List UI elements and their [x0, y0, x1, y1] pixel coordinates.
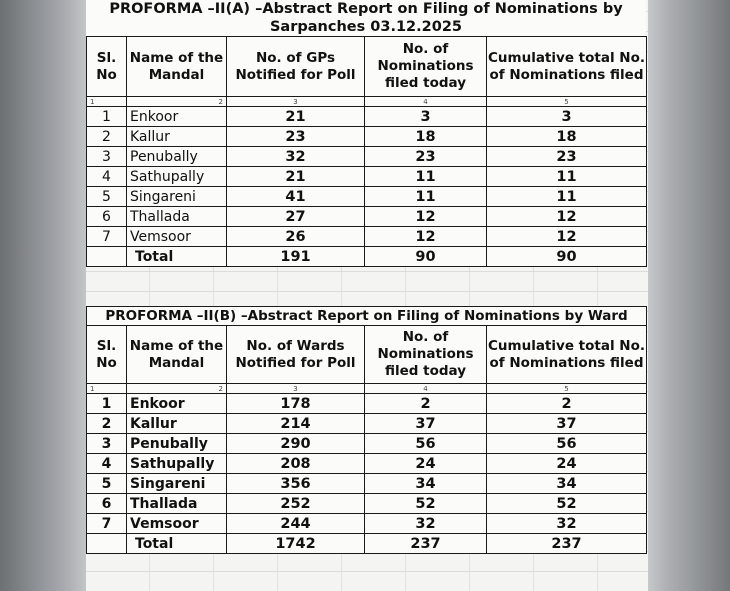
table-row: [87, 394, 647, 414]
notified-cell: 244: [227, 514, 365, 534]
header-mandal: Name of the Mandal: [127, 326, 227, 384]
proforma-b-table: [86, 306, 647, 554]
table-row: [87, 127, 647, 147]
total-blank-cell: [87, 247, 127, 267]
today-cell: 18: [365, 127, 487, 147]
mandal-name-cell: Penubally: [127, 434, 227, 454]
total-notified: 1742: [227, 534, 365, 554]
mandal-name-cell: Singareni: [127, 474, 227, 494]
header-row: [87, 37, 647, 97]
total-today: 90: [365, 247, 487, 267]
mandal-name-cell: Enkoor: [127, 394, 227, 414]
table-row: [87, 414, 647, 434]
header-today: No. of Nominations filed today: [365, 326, 487, 384]
notified-cell: 41: [227, 187, 365, 207]
sl-no-cell: 6: [87, 207, 127, 227]
today-cell: 32: [365, 514, 487, 534]
notified-cell: 356: [227, 474, 365, 494]
mandal-name-cell: Sathupally: [127, 167, 227, 187]
total-row: [87, 247, 647, 267]
cumulative-cell: 11: [487, 187, 647, 207]
header-notified: No. of GPs Notified for Poll: [227, 37, 365, 97]
notified-cell: 23: [227, 127, 365, 147]
mandal-name-cell: Penubally: [127, 147, 227, 167]
cumulative-cell: 23: [487, 147, 647, 167]
cumulative-cell: 37: [487, 414, 647, 434]
notified-cell: 252: [227, 494, 365, 514]
col-index: 1: [87, 384, 127, 394]
today-cell: 37: [365, 414, 487, 434]
cumulative-cell: 12: [487, 227, 647, 247]
proforma-a-title-line2: Sarpanches 03.12.2025: [269, 19, 463, 35]
notified-cell: 26: [227, 227, 365, 247]
total-label: Total: [127, 247, 227, 267]
column-index-row: [87, 384, 647, 394]
proforma-b-title: PROFORMA –II(B) –Abstract Report on Filing of Nominations by Ward: [87, 307, 647, 326]
proforma-b-section: [86, 306, 646, 554]
cumulative-cell: 3: [487, 107, 647, 127]
table-row: [87, 187, 647, 207]
cumulative-cell: 34: [487, 474, 647, 494]
mandal-name-cell: Vemsoor: [127, 514, 227, 534]
today-cell: 34: [365, 474, 487, 494]
table-row: [87, 514, 647, 534]
notified-cell: 27: [227, 207, 365, 227]
notified-cell: 21: [227, 107, 365, 127]
proforma-a-title: [86, 0, 646, 36]
table-row: [87, 454, 647, 474]
header-row: [87, 326, 647, 384]
header-notified: No. of Wards Notified for Poll: [227, 326, 365, 384]
mandal-name-cell: Sathupally: [127, 454, 227, 474]
notified-cell: 178: [227, 394, 365, 414]
total-row: [87, 534, 647, 554]
total-today: 237: [365, 534, 487, 554]
cumulative-cell: 52: [487, 494, 647, 514]
today-cell: 11: [365, 167, 487, 187]
cumulative-cell: 56: [487, 434, 647, 454]
today-cell: 12: [365, 227, 487, 247]
total-cumulative: 90: [487, 247, 647, 267]
col-index: 2: [127, 384, 227, 394]
col-index: 3: [227, 384, 365, 394]
header-today: No. of Nominations filed today: [365, 37, 487, 97]
sl-no-cell: 4: [87, 454, 127, 474]
cumulative-cell: 2: [487, 394, 647, 414]
sl-no-cell: 5: [87, 187, 127, 207]
col-index: 4: [365, 97, 487, 107]
today-cell: 3: [365, 107, 487, 127]
header-sl-no: Sl. No: [87, 37, 127, 97]
today-cell: 24: [365, 454, 487, 474]
table-row: [87, 474, 647, 494]
col-index: 2: [127, 97, 227, 107]
proforma-a-title-line1: PROFORMA –II(A) –Abstract Report on Filing of Nominations by: [109, 1, 623, 17]
cumulative-cell: 11: [487, 167, 647, 187]
col-index: 5: [487, 384, 647, 394]
today-cell: 52: [365, 494, 487, 514]
notified-cell: 208: [227, 454, 365, 474]
sl-no-cell: 7: [87, 514, 127, 534]
mandal-name-cell: Kallur: [127, 414, 227, 434]
spreadsheet-page: [86, 0, 648, 591]
column-index-row: [87, 97, 647, 107]
mandal-name-cell: Kallur: [127, 127, 227, 147]
table-row: [87, 434, 647, 454]
notified-cell: 32: [227, 147, 365, 167]
table-row: [87, 167, 647, 187]
today-cell: 11: [365, 187, 487, 207]
sl-no-cell: 2: [87, 127, 127, 147]
title-row: [87, 307, 647, 326]
proforma-a-table: [86, 36, 647, 267]
today-cell: 2: [365, 394, 487, 414]
table-row: [87, 494, 647, 514]
sl-no-cell: 2: [87, 414, 127, 434]
table-row: [87, 207, 647, 227]
today-cell: 56: [365, 434, 487, 454]
sl-no-cell: 1: [87, 107, 127, 127]
table-row: [87, 227, 647, 247]
mandal-name-cell: Thallada: [127, 494, 227, 514]
sl-no-cell: 5: [87, 474, 127, 494]
total-cumulative: 237: [487, 534, 647, 554]
total-blank-cell: [87, 534, 127, 554]
background-left: [0, 0, 90, 591]
cumulative-cell: 12: [487, 207, 647, 227]
mandal-name-cell: Thallada: [127, 207, 227, 227]
cumulative-cell: 18: [487, 127, 647, 147]
total-notified: 191: [227, 247, 365, 267]
header-cumulative: Cumulative total No. of Nominations filed: [487, 326, 647, 384]
mandal-name-cell: Singareni: [127, 187, 227, 207]
header-mandal: Name of the Mandal: [127, 37, 227, 97]
today-cell: 23: [365, 147, 487, 167]
header-sl-no: Sl. No: [87, 326, 127, 384]
notified-cell: 290: [227, 434, 365, 454]
cumulative-cell: 24: [487, 454, 647, 474]
today-cell: 12: [365, 207, 487, 227]
table-row: [87, 147, 647, 167]
col-index: 3: [227, 97, 365, 107]
sl-no-cell: 3: [87, 147, 127, 167]
sl-no-cell: 1: [87, 394, 127, 414]
notified-cell: 21: [227, 167, 365, 187]
col-index: 1: [87, 97, 127, 107]
col-index: 5: [487, 97, 647, 107]
sl-no-cell: 3: [87, 434, 127, 454]
sl-no-cell: 7: [87, 227, 127, 247]
mandal-name-cell: Enkoor: [127, 107, 227, 127]
background-right: [640, 0, 730, 591]
header-cumulative: Cumulative total No. of Nominations filed: [487, 37, 647, 97]
notified-cell: 214: [227, 414, 365, 434]
col-index: 4: [365, 384, 487, 394]
table-row: [87, 107, 647, 127]
sl-no-cell: 4: [87, 167, 127, 187]
cumulative-cell: 32: [487, 514, 647, 534]
mandal-name-cell: Vemsoor: [127, 227, 227, 247]
total-label: Total: [127, 534, 227, 554]
proforma-a-section: [86, 0, 646, 267]
sl-no-cell: 6: [87, 494, 127, 514]
